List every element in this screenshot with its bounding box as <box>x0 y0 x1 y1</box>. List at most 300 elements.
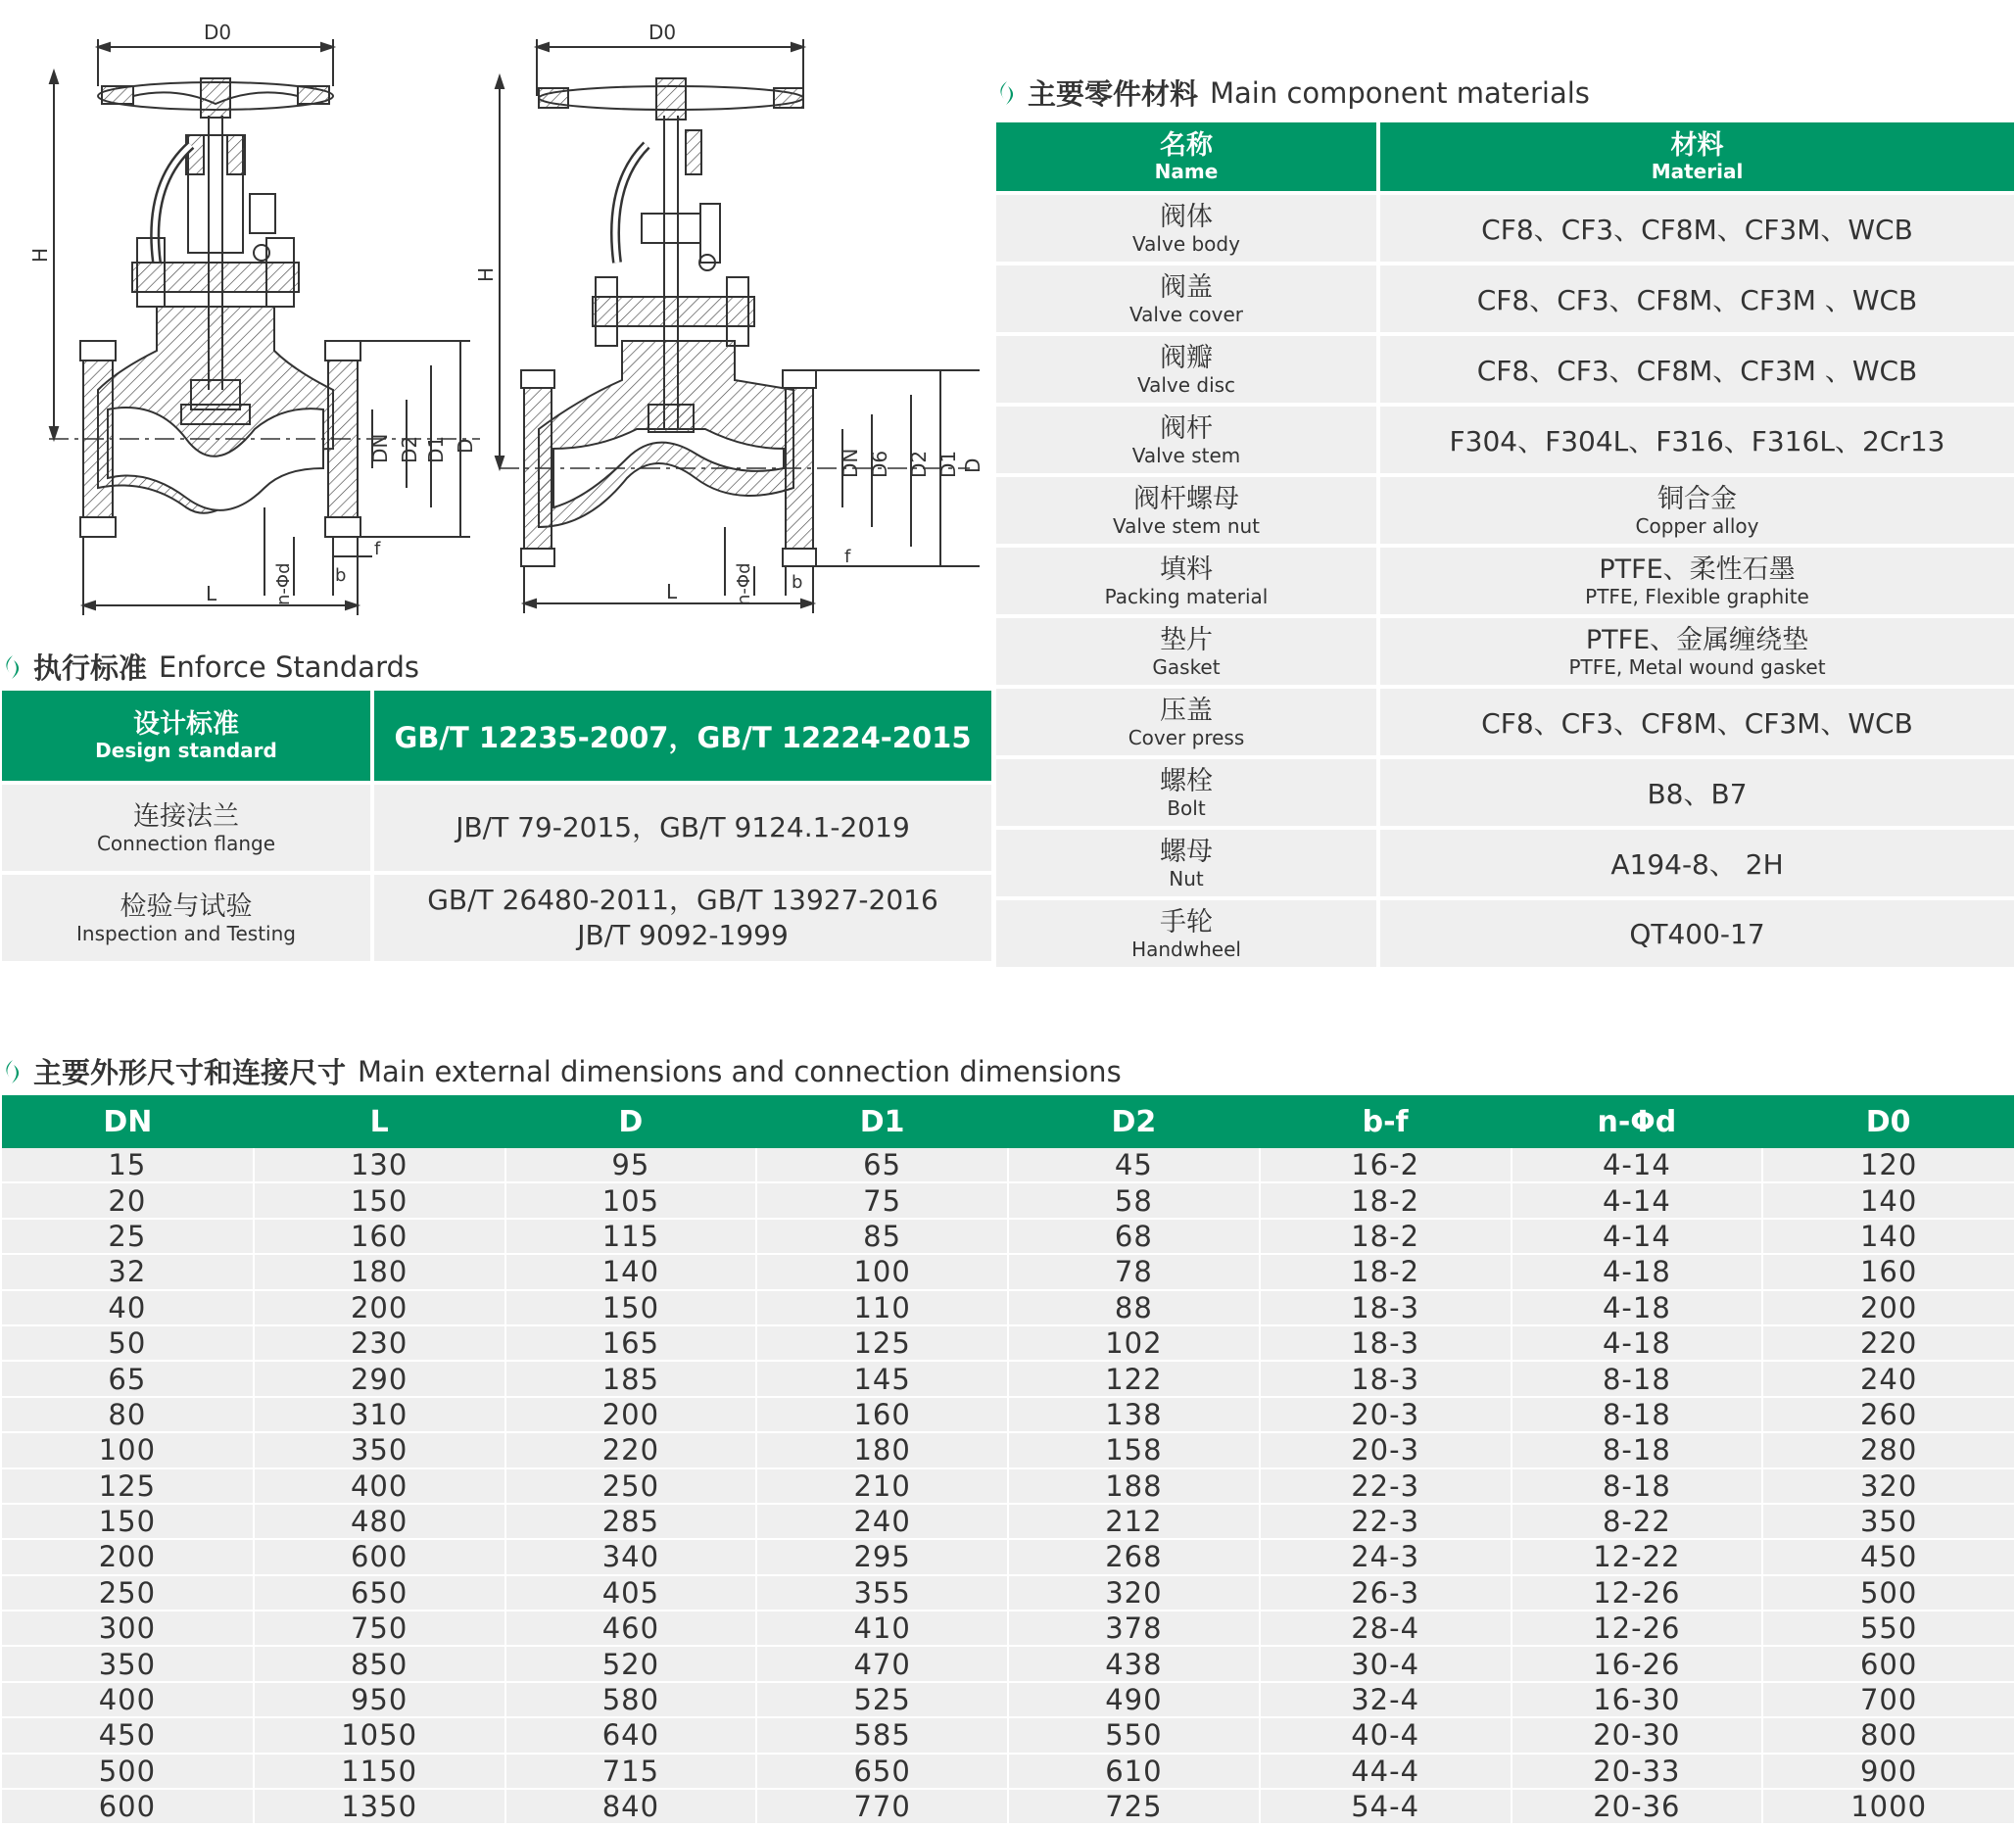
dimension-cell: 470 <box>756 1646 1008 1681</box>
materials-title <box>996 72 1590 113</box>
dimension-cell: 525 <box>756 1682 1008 1717</box>
dimension-cell: 725 <box>1008 1789 1260 1824</box>
standard-label-en: Inspection and Testing <box>76 922 296 945</box>
part-name-zh: 螺栓 <box>1160 766 1213 796</box>
dimension-cell: 145 <box>756 1361 1008 1396</box>
standard-value-line: JB/T 79-2015，GB/T 9124.1-2019 <box>456 811 910 843</box>
table-row <box>2 1504 2014 1539</box>
dimension-cell: 105 <box>505 1182 757 1218</box>
dimension-cell: 240 <box>1762 1361 2014 1396</box>
material-row <box>996 475 2014 546</box>
dimension-cell: 220 <box>505 1432 757 1467</box>
dimension-cell: 8-18 <box>1512 1432 1763 1467</box>
design-standard-value: GB/T 12235-2007，GB/T 12224-2015 <box>372 691 991 783</box>
dimension-cell: 770 <box>756 1789 1008 1824</box>
dimension-cell: 230 <box>254 1325 505 1361</box>
material-value <box>1378 405 2014 475</box>
dimension-cell: 900 <box>1762 1754 2014 1789</box>
dimensions-header-row <box>2 1095 2014 1148</box>
material-row <box>996 616 2014 687</box>
material-zh: 铜合金 <box>1657 484 1737 514</box>
standard-row <box>2 783 991 873</box>
dimension-cell: 95 <box>505 1148 757 1182</box>
dimension-cell: 85 <box>756 1219 1008 1254</box>
dimension-cell: 32-4 <box>1260 1682 1512 1717</box>
material-text: CF8、CF3、CF8M、CF3M 、WCB <box>1476 284 1918 316</box>
dimension-cell: 24-3 <box>1260 1539 1512 1574</box>
leaf-icon <box>2 1059 24 1084</box>
dimension-cell: 350 <box>1762 1504 2014 1539</box>
dimension-cell: 122 <box>1008 1361 1260 1396</box>
material-en: Copper alloy <box>1635 514 1759 538</box>
dimension-cell: 840 <box>505 1789 757 1824</box>
dimension-cell: 280 <box>1762 1432 2014 1467</box>
label-d: D <box>961 457 984 473</box>
material-row <box>996 828 2014 898</box>
dimension-cell: 310 <box>254 1397 505 1432</box>
dimension-cell: 65 <box>2 1361 254 1396</box>
dimension-cell: 950 <box>254 1682 505 1717</box>
dimension-cell: 160 <box>756 1397 1008 1432</box>
material-value <box>1378 475 2014 546</box>
dimension-cell: 600 <box>2 1789 254 1824</box>
dimension-cell: 115 <box>505 1219 757 1254</box>
part-name-zh: 阀体 <box>1160 202 1213 232</box>
dimension-cell: 200 <box>1762 1290 2014 1325</box>
header-name-zh: 名称 <box>1160 130 1213 161</box>
label-f: f <box>844 547 851 567</box>
dimension-cell: 75 <box>756 1182 1008 1218</box>
material-part-name <box>996 898 1378 969</box>
table-row <box>2 1717 2014 1753</box>
label-d2: D2 <box>398 435 421 463</box>
label-d1: D1 <box>936 450 960 478</box>
dimension-cell: 212 <box>1008 1504 1260 1539</box>
label-d: D <box>454 438 477 454</box>
material-text: CF8、CF3、CF8M、CF3M、WCB <box>1481 707 1913 740</box>
material-value <box>1378 546 2014 616</box>
dimension-cell: 20-3 <box>1260 1432 1512 1467</box>
part-name-zh: 手轮 <box>1160 907 1213 938</box>
design-standard-zh: 设计标准 <box>133 709 239 740</box>
standards-title-en: Enforce Standards <box>159 649 419 684</box>
dimension-cell: 8-18 <box>1512 1361 1763 1396</box>
dimension-cell: 490 <box>1008 1682 1260 1717</box>
design-standard-row <box>2 691 991 783</box>
dimension-cell: 110 <box>756 1290 1008 1325</box>
dimension-cell: 30-4 <box>1260 1646 1512 1681</box>
dimensions-title-en: Main external dimensions and connection dimensions <box>358 1054 1122 1088</box>
dimension-cell: 750 <box>254 1611 505 1646</box>
dimension-cell: 350 <box>254 1432 505 1467</box>
material-part-name <box>996 334 1378 405</box>
standard-value <box>372 783 991 873</box>
dimension-cell: 405 <box>505 1575 757 1611</box>
dimension-cell: 16-26 <box>1512 1646 1763 1681</box>
part-name-zh: 垫片 <box>1160 625 1213 655</box>
dimension-cell: 320 <box>1762 1468 2014 1504</box>
material-zh: PTFE、金属缠绕垫 <box>1585 625 1809 655</box>
dimension-cell: 450 <box>1762 1539 2014 1574</box>
material-value <box>1378 898 2014 969</box>
dimension-cell: 500 <box>1762 1575 2014 1611</box>
dimension-cell: 268 <box>1008 1539 1260 1574</box>
dimension-cell: 640 <box>505 1717 757 1753</box>
part-name-zh: 阀瓣 <box>1160 343 1213 373</box>
table-row <box>2 1254 2014 1289</box>
label-dn: DN <box>839 448 862 478</box>
materials-header-row <box>996 122 2014 193</box>
dimension-cell: 18-3 <box>1260 1290 1512 1325</box>
table-row <box>2 1325 2014 1361</box>
material-row <box>996 193 2014 264</box>
dimension-cell: 700 <box>1762 1682 2014 1717</box>
table-row <box>2 1182 2014 1218</box>
dimension-cell: 550 <box>1762 1611 2014 1646</box>
material-part-name <box>996 193 1378 264</box>
table-row <box>2 1468 2014 1504</box>
material-text: QT400-17 <box>1629 917 1765 950</box>
dimension-cell: 580 <box>505 1682 757 1717</box>
material-part-name <box>996 264 1378 334</box>
part-name-zh: 阀杆 <box>1160 413 1213 444</box>
dimension-cell: 4-14 <box>1512 1182 1763 1218</box>
dimension-cell: 850 <box>254 1646 505 1681</box>
material-text: F304、F304L、F316、F316L、2Cr13 <box>1449 425 1945 457</box>
dimension-cell: 22-3 <box>1260 1468 1512 1504</box>
header-name-en: Name <box>1154 160 1219 183</box>
dimensions-column-header: D1 <box>756 1095 1008 1148</box>
dimension-cell: 165 <box>505 1325 757 1361</box>
label-h: H <box>474 266 498 282</box>
part-name-zh: 螺母 <box>1160 837 1213 867</box>
standards-title-zh: 执行标准 <box>33 651 148 685</box>
part-name-zh: 压盖 <box>1160 696 1213 726</box>
valve-drawing-right <box>474 18 989 625</box>
part-name-en: Valve disc <box>1136 373 1236 397</box>
dimension-cell: 610 <box>1008 1754 1260 1789</box>
dimension-cell: 80 <box>2 1397 254 1432</box>
dimension-cell: 58 <box>1008 1182 1260 1218</box>
dimension-cell: 1150 <box>254 1754 505 1789</box>
part-name-en: Handwheel <box>1131 938 1241 961</box>
material-value <box>1378 616 2014 687</box>
material-text: CF8、CF3、CF8M、CF3M 、WCB <box>1476 355 1918 387</box>
materials-title-en: Main component materials <box>1210 75 1590 110</box>
dimensions-column-header: b-f <box>1260 1095 1512 1148</box>
dimension-cell: 40-4 <box>1260 1717 1512 1753</box>
dimension-cell: 130 <box>254 1148 505 1182</box>
table-row <box>2 1682 2014 1717</box>
dimension-cell: 100 <box>756 1254 1008 1289</box>
dimension-cell: 4-14 <box>1512 1219 1763 1254</box>
dimension-cell: 18-3 <box>1260 1361 1512 1396</box>
materials-title-zh: 主要零件材料 <box>1028 77 1199 111</box>
dimension-cell: 240 <box>756 1504 1008 1539</box>
dimension-cell: 50 <box>2 1325 254 1361</box>
dimension-cell: 295 <box>756 1539 1008 1574</box>
dimension-cell: 18-2 <box>1260 1219 1512 1254</box>
table-row <box>2 1754 2014 1789</box>
standard-label-zh: 检验与试验 <box>120 891 253 922</box>
dimension-cell: 500 <box>2 1754 254 1789</box>
dimension-cell: 250 <box>2 1575 254 1611</box>
standard-value <box>372 873 991 961</box>
material-value <box>1378 193 2014 264</box>
dimension-cell: 600 <box>254 1539 505 1574</box>
dimensions-title <box>2 1051 1122 1091</box>
dimension-cell: 520 <box>505 1646 757 1681</box>
dimension-cell: 180 <box>756 1432 1008 1467</box>
dimensions-column-header: D <box>505 1095 757 1148</box>
material-row <box>996 405 2014 475</box>
materials-header-name <box>996 122 1378 193</box>
dimension-cell: 180 <box>254 1254 505 1289</box>
material-part-name <box>996 475 1378 546</box>
dimension-cell: 378 <box>1008 1611 1260 1646</box>
material-value <box>1378 687 2014 757</box>
design-standard-en: Design standard <box>95 739 277 762</box>
standard-label <box>2 783 372 873</box>
dimension-cell: 200 <box>505 1397 757 1432</box>
dimension-cell: 800 <box>1762 1717 2014 1753</box>
dimension-cell: 150 <box>505 1290 757 1325</box>
dimension-cell: 138 <box>1008 1397 1260 1432</box>
part-name-zh: 阀盖 <box>1160 272 1213 303</box>
table-row <box>2 1611 2014 1646</box>
material-row <box>996 757 2014 828</box>
dimension-cell: 100 <box>2 1432 254 1467</box>
design-standard-label <box>2 691 372 783</box>
dimension-cell: 450 <box>2 1717 254 1753</box>
leaf-icon <box>996 80 1018 106</box>
dimension-cell: 188 <box>1008 1468 1260 1504</box>
dimension-cell: 25 <box>2 1219 254 1254</box>
dimension-cell: 400 <box>2 1682 254 1717</box>
dimension-cell: 26-3 <box>1260 1575 1512 1611</box>
dimensions-title-zh: 主要外形尺寸和连接尺寸 <box>33 1056 347 1089</box>
dimension-cell: 54-4 <box>1260 1789 1512 1824</box>
header-material-zh: 材料 <box>1670 130 1724 161</box>
dimensions-column-header: DN <box>2 1095 254 1148</box>
dimension-cell: 150 <box>254 1182 505 1218</box>
dimension-cell: 68 <box>1008 1219 1260 1254</box>
part-name-en: Valve body <box>1132 232 1240 256</box>
dimensions-column-header: L <box>254 1095 505 1148</box>
material-value <box>1378 264 2014 334</box>
dimension-cell: 4-18 <box>1512 1325 1763 1361</box>
standard-label-zh: 连接法兰 <box>133 801 239 832</box>
standard-row <box>2 873 991 961</box>
dimension-cell: 650 <box>254 1575 505 1611</box>
standard-label <box>2 873 372 961</box>
dimension-cell: 260 <box>1762 1397 2014 1432</box>
dimension-cell: 185 <box>505 1361 757 1396</box>
dimension-cell: 1050 <box>254 1717 505 1753</box>
material-value <box>1378 334 2014 405</box>
material-en: PTFE, Flexible graphite <box>1585 585 1809 608</box>
material-row <box>996 898 2014 969</box>
dimension-cell: 160 <box>1762 1254 2014 1289</box>
dimension-cell: 20-3 <box>1260 1397 1512 1432</box>
dimensions-column-header: n-Φd <box>1512 1095 1763 1148</box>
table-row <box>2 1646 2014 1681</box>
material-en: PTFE, Metal wound gasket <box>1568 655 1826 679</box>
label-b: b <box>792 572 803 593</box>
dimension-cell: 4-14 <box>1512 1148 1763 1182</box>
dimension-cell: 8-18 <box>1512 1397 1763 1432</box>
dimension-cell: 22-3 <box>1260 1504 1512 1539</box>
dimension-cell: 200 <box>2 1539 254 1574</box>
dimension-cell: 340 <box>505 1539 757 1574</box>
label-b: b <box>335 565 347 586</box>
dimension-cell: 8-22 <box>1512 1504 1763 1539</box>
dimension-cell: 45 <box>1008 1148 1260 1182</box>
label-h: H <box>28 247 52 263</box>
table-row <box>2 1219 2014 1254</box>
table-row <box>2 1575 2014 1611</box>
dimension-cell: 16-30 <box>1512 1682 1763 1717</box>
part-name-en: Cover press <box>1128 726 1245 749</box>
dimension-cell: 140 <box>1762 1219 2014 1254</box>
dimension-cell: 300 <box>2 1611 254 1646</box>
table-row <box>2 1361 2014 1396</box>
standards-title <box>2 647 419 687</box>
table-row <box>2 1290 2014 1325</box>
part-name-en: Bolt <box>1167 796 1206 820</box>
dimension-cell: 78 <box>1008 1254 1260 1289</box>
material-part-name <box>996 828 1378 898</box>
dimension-cell: 160 <box>254 1219 505 1254</box>
dimension-cell: 102 <box>1008 1325 1260 1361</box>
label-nphi: n-Φd <box>734 562 754 605</box>
material-row <box>996 264 2014 334</box>
material-row <box>996 546 2014 616</box>
label-l: L <box>666 580 678 603</box>
dimension-cell: 40 <box>2 1290 254 1325</box>
material-row <box>996 687 2014 757</box>
dimension-cell: 410 <box>756 1611 1008 1646</box>
dimension-cell: 140 <box>1762 1182 2014 1218</box>
dimension-cell: 125 <box>2 1468 254 1504</box>
material-part-name <box>996 616 1378 687</box>
dimension-cell: 20-33 <box>1512 1754 1763 1789</box>
standard-value-line: JB/T 9092-1999 <box>577 919 789 951</box>
dimension-cell: 650 <box>756 1754 1008 1789</box>
dimension-cell: 140 <box>505 1254 757 1289</box>
dimension-cell: 12-26 <box>1512 1611 1763 1646</box>
dimension-cell: 12-22 <box>1512 1539 1763 1574</box>
dimension-cell: 350 <box>2 1646 254 1681</box>
label-f: f <box>374 539 381 559</box>
dimension-cell: 1350 <box>254 1789 505 1824</box>
materials-table <box>996 122 2014 971</box>
label-l: L <box>206 582 217 605</box>
label-dn: DN <box>368 433 392 463</box>
dimension-cell: 20 <box>2 1182 254 1218</box>
dimension-cell: 20-30 <box>1512 1717 1763 1753</box>
part-name-en: Valve cover <box>1128 303 1244 326</box>
dimension-cell: 438 <box>1008 1646 1260 1681</box>
material-zh: PTFE、柔性石墨 <box>1599 554 1796 585</box>
part-name-en: Valve stem nut <box>1112 514 1261 538</box>
header-material-en: Material <box>1651 160 1744 183</box>
part-name-zh: 阀杆螺母 <box>1133 484 1239 514</box>
material-text: CF8、CF3、CF8M、CF3M、WCB <box>1481 214 1913 246</box>
label-d0: D0 <box>204 21 232 44</box>
part-name-en: Packing material <box>1104 585 1269 608</box>
dimension-cell: 8-18 <box>1512 1468 1763 1504</box>
table-row <box>2 1148 2014 1182</box>
dimension-cell: 460 <box>505 1611 757 1646</box>
part-name-en: Gasket <box>1152 655 1221 679</box>
dimension-cell: 600 <box>1762 1646 2014 1681</box>
dimension-cell: 88 <box>1008 1290 1260 1325</box>
dimension-cell: 158 <box>1008 1432 1260 1467</box>
part-name-en: Valve stem <box>1131 444 1241 467</box>
materials-header-material <box>1378 122 2014 193</box>
part-name-en: Nut <box>1169 867 1204 890</box>
dimensions-table <box>2 1095 2014 1825</box>
dimension-cell: 4-18 <box>1512 1290 1763 1325</box>
dimension-cell: 285 <box>505 1504 757 1539</box>
material-text: A194-8、 2H <box>1610 848 1784 881</box>
dimension-cell: 585 <box>756 1717 1008 1753</box>
dimension-cell: 400 <box>254 1468 505 1504</box>
label-d2: D2 <box>907 450 931 478</box>
dimension-cell: 320 <box>1008 1575 1260 1611</box>
dimension-cell: 44-4 <box>1260 1754 1512 1789</box>
part-name-zh: 填料 <box>1160 554 1213 585</box>
material-part-name <box>996 757 1378 828</box>
label-d1: D1 <box>424 435 448 463</box>
dimension-cell: 550 <box>1008 1717 1260 1753</box>
dimension-cell: 220 <box>1762 1325 2014 1361</box>
label-nphi: n-Φd <box>273 562 294 605</box>
dimension-cell: 18-2 <box>1260 1182 1512 1218</box>
standard-label-en: Connection flange <box>96 832 276 855</box>
table-row <box>2 1432 2014 1467</box>
label-d6: D6 <box>868 450 891 478</box>
dimension-cell: 480 <box>254 1504 505 1539</box>
material-value <box>1378 757 2014 828</box>
dimension-cell: 355 <box>756 1575 1008 1611</box>
dimension-cell: 250 <box>505 1468 757 1504</box>
dimension-cell: 125 <box>756 1325 1008 1361</box>
dimensions-column-header: D2 <box>1008 1095 1260 1148</box>
dimension-cell: 120 <box>1762 1148 2014 1182</box>
dimension-cell: 12-26 <box>1512 1575 1763 1611</box>
dimension-cell: 18-3 <box>1260 1325 1512 1361</box>
standard-value-line: GB/T 26480-2011，GB/T 13927-2016 <box>427 884 938 916</box>
material-part-name <box>996 405 1378 475</box>
dimension-cell: 715 <box>505 1754 757 1789</box>
table-row <box>2 1539 2014 1574</box>
dimension-cell: 18-2 <box>1260 1254 1512 1289</box>
standards-table <box>2 691 991 961</box>
dimension-cell: 150 <box>2 1504 254 1539</box>
table-row <box>2 1789 2014 1824</box>
label-d0: D0 <box>648 21 677 44</box>
valve-drawing-left <box>20 18 480 625</box>
dimension-cell: 4-18 <box>1512 1254 1763 1289</box>
dimensions-column-header: D0 <box>1762 1095 2014 1148</box>
material-value <box>1378 828 2014 898</box>
dimension-cell: 20-36 <box>1512 1789 1763 1824</box>
table-row <box>2 1397 2014 1432</box>
dimension-cell: 290 <box>254 1361 505 1396</box>
dimension-cell: 200 <box>254 1290 505 1325</box>
